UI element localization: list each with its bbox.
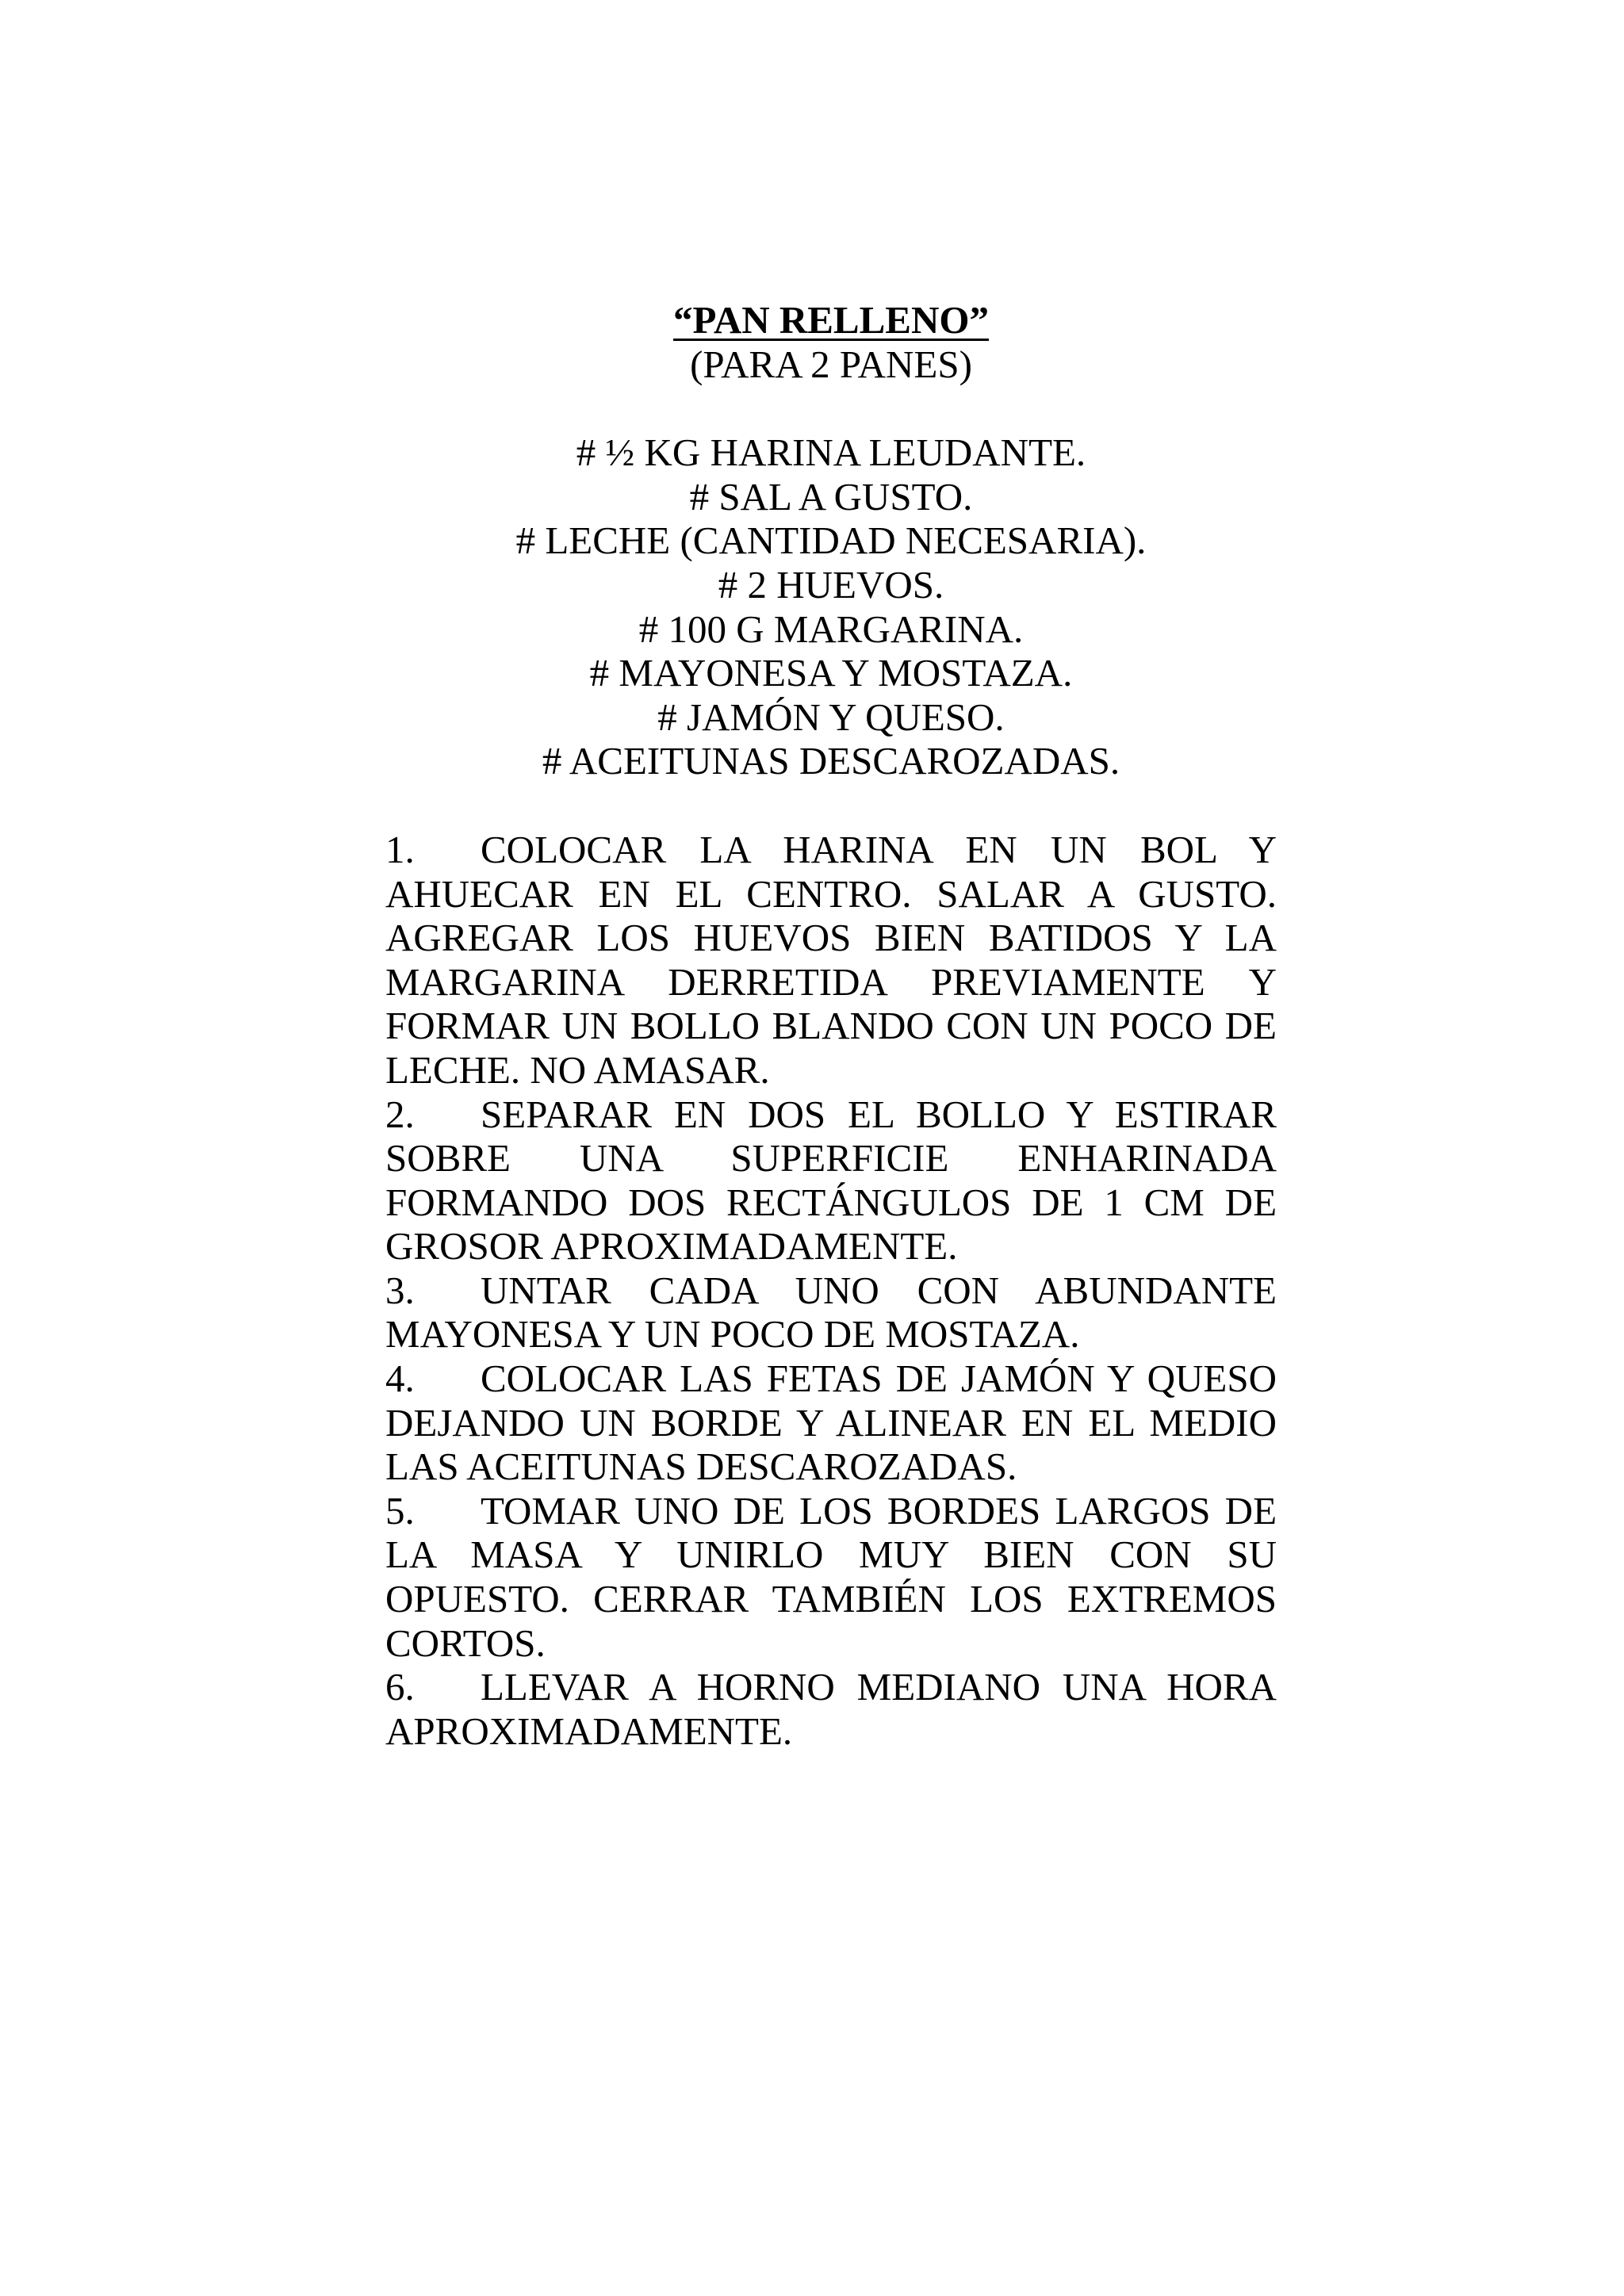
ingredient-item: # 2 HUEVOS. bbox=[718, 562, 944, 607]
step-text: UNTAR CADA UNO CON ABUNDANTE MAYONESA Y UN POCO DE MOSTAZA. bbox=[385, 1268, 1277, 1357]
step-list bbox=[385, 828, 1277, 1753]
recipe-subtitle: (PARA 2 PANES) bbox=[690, 342, 972, 386]
step-item bbox=[385, 1357, 1277, 1489]
step-text: COLOCAR LA HARINA EN UN BOL Y AHUECAR EN EL CENTRO. SALAR A GUSTO. AGREGAR LOS HUEVOS BIEN BATIDOS Y LA MARGARINA DERRETIDA PREVIAMENTE Y FORMAR UN BOLLO BLANDO CON UN POCO DE LECHE. NO AMASAR. bbox=[385, 827, 1277, 1092]
step-item bbox=[385, 1665, 1277, 1753]
ingredient-item: # SAL A GUSTO. bbox=[689, 474, 973, 519]
step-text: TOMAR UNO DE LOS BORDES LARGOS DE LA MASA Y UNIRLO MUY BIEN CON SU OPUESTO. CERRAR TAMBIÉN LOS EXTREMOS CORTOS. bbox=[385, 1488, 1277, 1665]
step-number: 1. bbox=[385, 827, 415, 871]
step-number: 4. bbox=[385, 1357, 415, 1401]
ingredient-list bbox=[385, 430, 1277, 783]
step-number: 3. bbox=[385, 1268, 415, 1312]
recipe-content bbox=[385, 298, 1277, 1753]
ingredient-item: # LECHE (CANTIDAD NECESARIA). bbox=[515, 519, 1147, 563]
step-text: LLEVAR A HORNO MEDIANO UNA HORA APROXIMADAMENTE. bbox=[385, 1665, 1277, 1753]
step-item bbox=[385, 1489, 1277, 1665]
ingredient-item: # ½ KG HARINA LEUDANTE. bbox=[576, 430, 1086, 475]
ingredient-item: # MAYONESA Y MOSTAZA. bbox=[589, 651, 1073, 695]
ingredient-item: # 100 G MARGARINA. bbox=[638, 607, 1024, 651]
ingredient-item: # ACEITUNAS DESCAROZADAS. bbox=[542, 739, 1120, 783]
step-item bbox=[385, 828, 1277, 1093]
ingredient-item: # JAMÓN Y QUESO. bbox=[657, 695, 1005, 739]
step-text: COLOCAR LAS FETAS DE JAMÓN Y QUESO DEJANDO UN BORDE Y ALINEAR EN EL MEDIO LAS ACEITUNAS DESCAROZADAS. bbox=[385, 1357, 1277, 1489]
step-item bbox=[385, 1093, 1277, 1269]
step-text: SEPARAR EN DOS EL BOLLO Y ESTIRAR SOBRE UNA SUPERFICIE ENHARINADA FORMANDO DOS RECTÁNGULOS DE 1 CM DE GROSOR APROXIMADAMENTE. bbox=[385, 1092, 1277, 1269]
step-number: 5. bbox=[385, 1488, 415, 1533]
step-number: 2. bbox=[385, 1092, 415, 1136]
step-number: 6. bbox=[385, 1665, 415, 1709]
step-item bbox=[385, 1269, 1277, 1357]
recipe-title: “PAN RELLENO” bbox=[673, 298, 989, 342]
